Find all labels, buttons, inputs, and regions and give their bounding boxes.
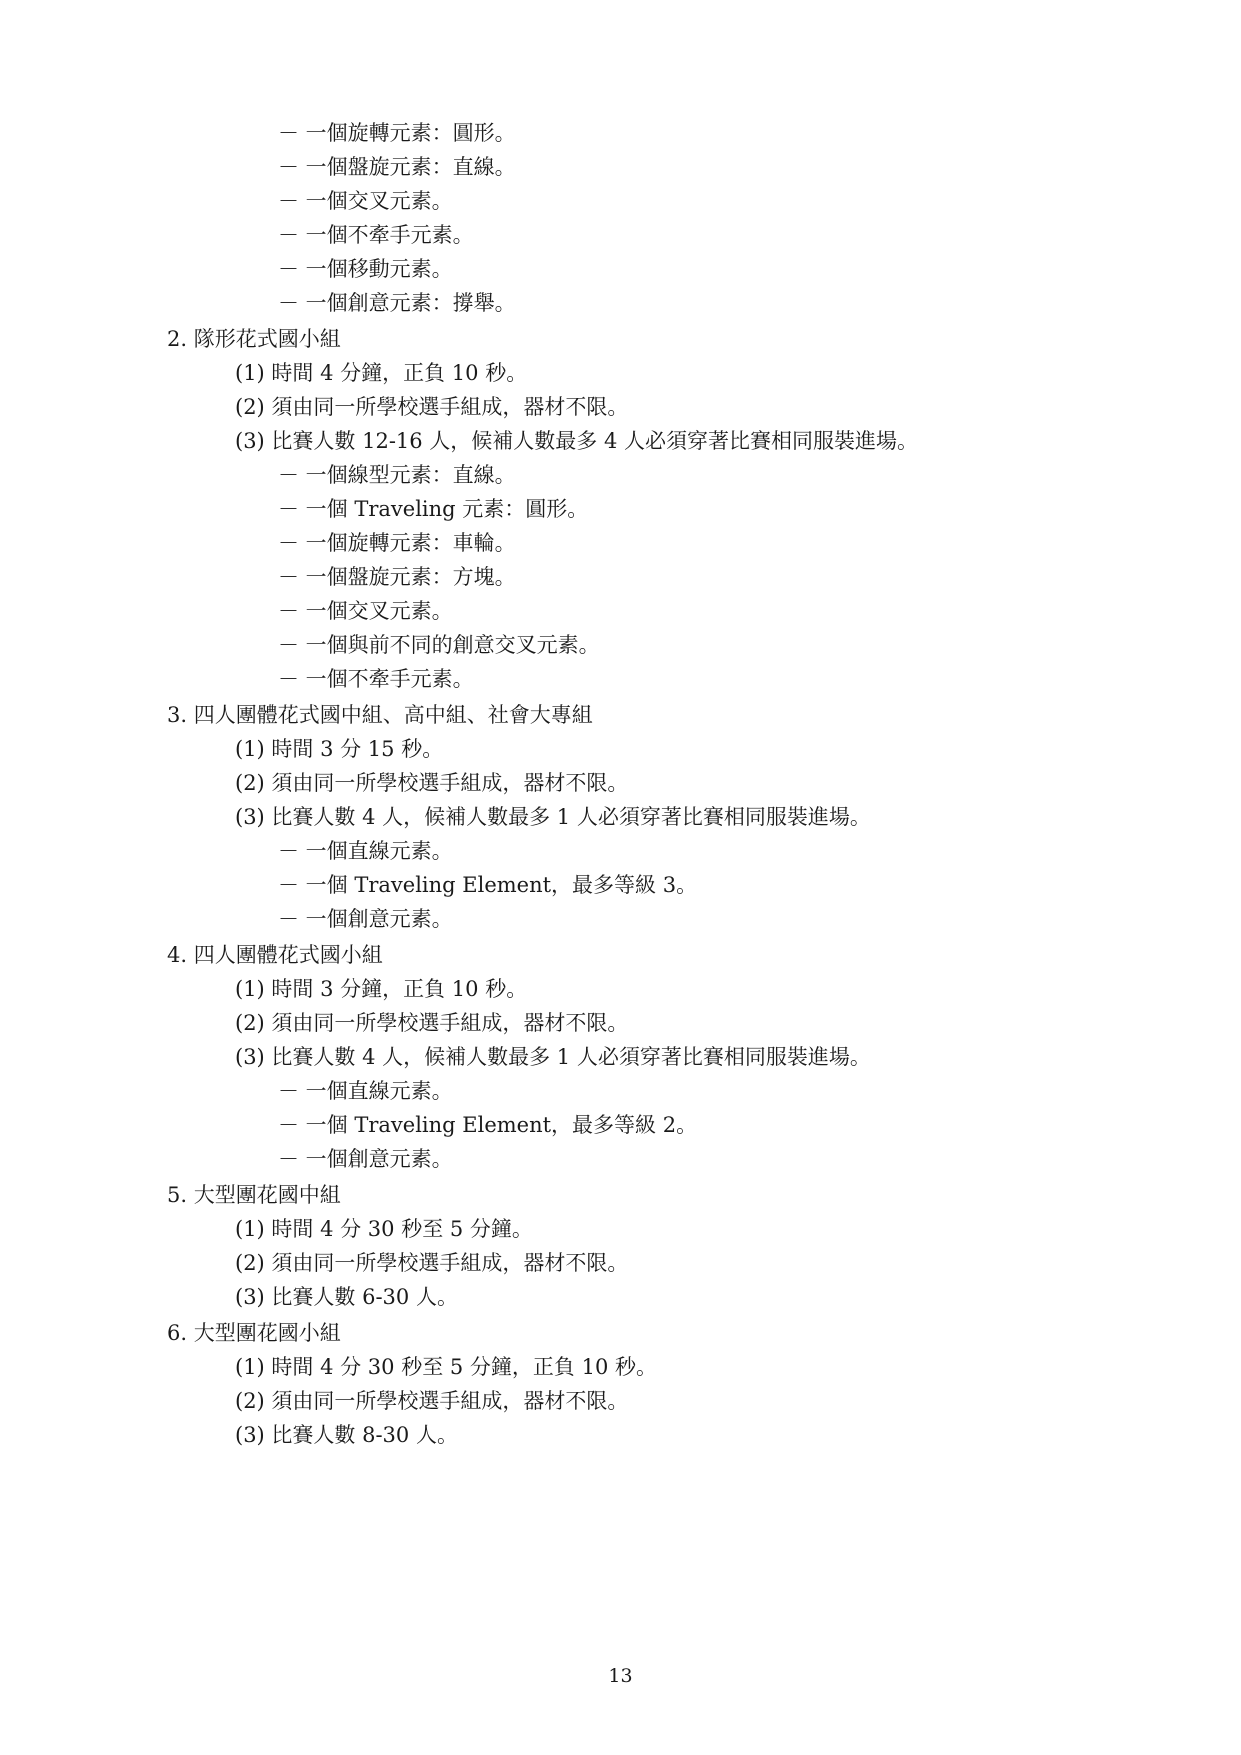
element-line: － 一個旋轉元素：圓形。	[278, 121, 516, 145]
rule-item: (2) 須由同一所學校選手組成，器材不限。	[235, 1251, 629, 1275]
section-heading: 5. 大型團花國中組	[167, 1183, 341, 1207]
element-line: － 一個線型元素：直線。	[278, 463, 516, 487]
rule-item: (1) 時間 4 分鐘，正負 10 秒。	[235, 361, 528, 385]
rule-item: (2) 須由同一所學校選手組成，器材不限。	[235, 1389, 629, 1413]
element-line: － 一個不牽手元素。	[278, 667, 474, 691]
element-line: － 一個移動元素。	[278, 257, 453, 281]
element-line: － 一個旋轉元素：車輪。	[278, 531, 516, 555]
rule-item: (2) 須由同一所學校選手組成，器材不限。	[235, 395, 629, 419]
section-heading: 3. 四人團體花式國中組、高中組、社會大專組	[167, 703, 593, 727]
section-heading: 6. 大型團花國小組	[167, 1321, 341, 1345]
rule-item: (3) 比賽人數 4 人，候補人數最多 1 人必須穿著比賽相同服裝進場。	[235, 805, 871, 829]
element-line: － 一個與前不同的創意交叉元素。	[278, 633, 600, 657]
section-heading: 2. 隊形花式國小組	[167, 327, 341, 351]
rule-item: (1) 時間 3 分 15 秒。	[235, 737, 444, 761]
rule-item: (3) 比賽人數 6-30 人。	[235, 1285, 458, 1309]
element-line: － 一個交叉元素。	[278, 189, 453, 213]
rule-item: (1) 時間 3 分鐘，正負 10 秒。	[235, 977, 528, 1001]
rule-item: (1) 時間 4 分 30 秒至 5 分鐘。	[235, 1217, 533, 1241]
rule-item: (2) 須由同一所學校選手組成，器材不限。	[235, 1011, 629, 1035]
page-number: 13	[608, 1665, 633, 1687]
section-heading: 4. 四人團體花式國小組	[167, 943, 383, 967]
element-line: － 一個 Traveling Element，最多等級 3。	[278, 873, 698, 897]
element-line: － 一個直線元素。	[278, 1079, 453, 1103]
element-line: － 一個盤旋元素：直線。	[278, 155, 516, 179]
element-line: － 一個 Traveling Element，最多等級 2。	[278, 1113, 698, 1137]
element-line: － 一個 Traveling 元素：圓形。	[278, 497, 589, 521]
element-line: － 一個創意元素。	[278, 1147, 453, 1171]
element-line: － 一個直線元素。	[278, 839, 453, 863]
rule-item: (3) 比賽人數 12-16 人，候補人數最多 4 人必須穿著比賽相同服裝進場。	[235, 429, 919, 453]
rule-item: (3) 比賽人數 4 人，候補人數最多 1 人必須穿著比賽相同服裝進場。	[235, 1045, 871, 1069]
rule-item: (1) 時間 4 分 30 秒至 5 分鐘，正負 10 秒。	[235, 1355, 657, 1379]
element-line: － 一個創意元素：撐舉。	[278, 291, 516, 315]
rule-item: (3) 比賽人數 8-30 人。	[235, 1423, 458, 1447]
rule-item: (2) 須由同一所學校選手組成，器材不限。	[235, 771, 629, 795]
element-line: － 一個不牽手元素。	[278, 223, 474, 247]
element-line: － 一個盤旋元素：方塊。	[278, 565, 516, 589]
element-line: － 一個交叉元素。	[278, 599, 453, 623]
element-line: － 一個創意元素。	[278, 907, 453, 931]
